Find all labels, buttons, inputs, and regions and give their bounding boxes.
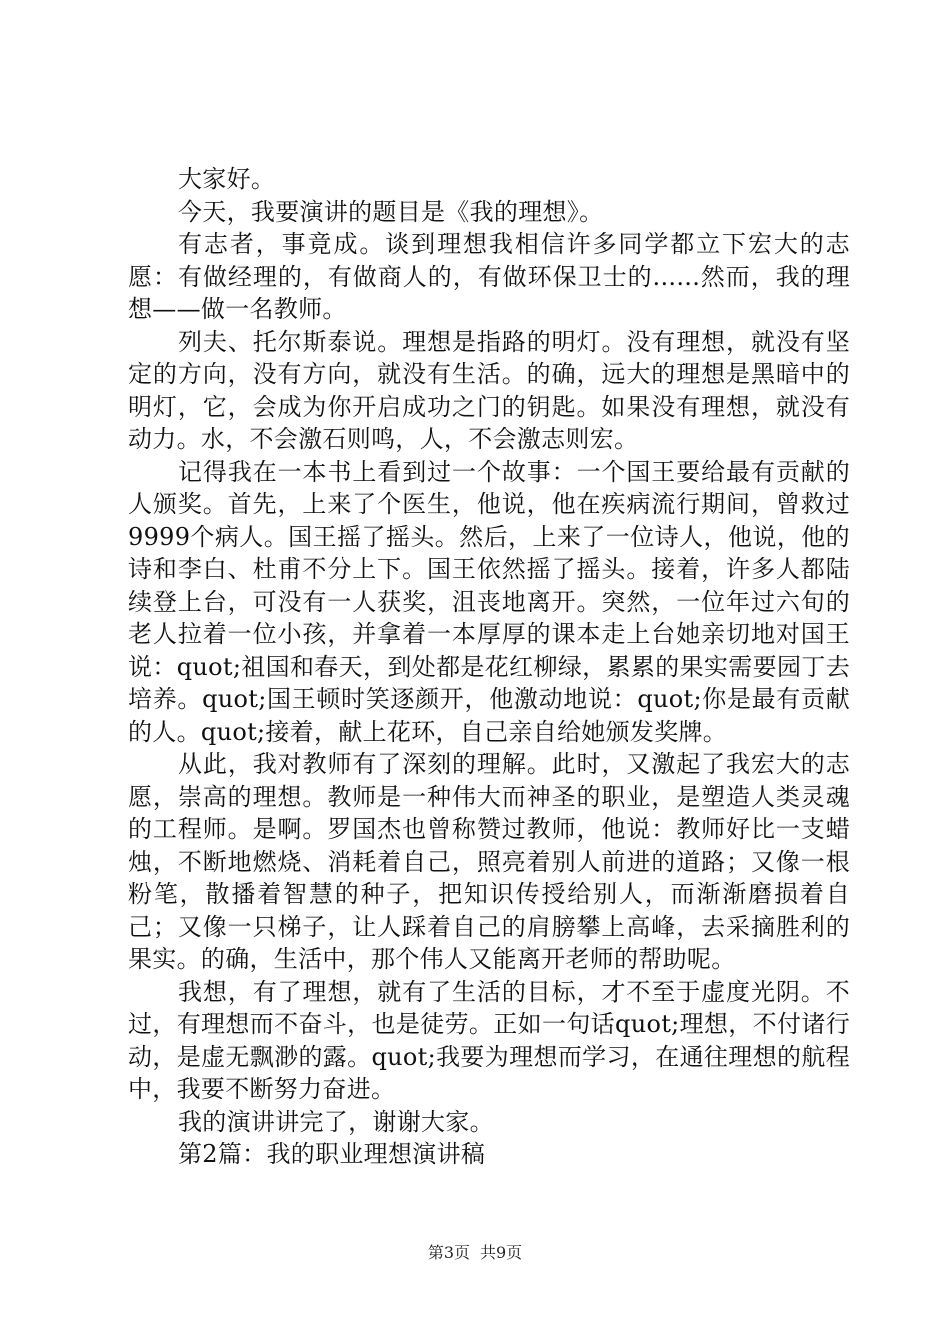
section-heading-part-2: 第2篇：我的职业理想演讲稿 <box>178 1140 486 1168</box>
paragraph-teacher-praise: 从此，我对教师有了深刻的理解。此时，又激起了我宏大的志愿，崇高的理想。教师是一种伟大而神圣的职业，是塑造人类灵魂的工程师。是啊。罗国杰也曾称赞过教师，他说：教师好比一支蜡烛，不断地燃烧、消耗着自己，照亮着别人前进的道路；又像一根粉笔，散播着智慧的种子，把知识传授给别人，而渐渐磨损着自己；又像一只梯子，让人踩着自己的肩膀攀上高峰，去采摘胜利的果实。的确，生活中，那个伟人又能离开老师的帮助呢。 <box>128 750 850 973</box>
paragraph-closing: 我的演讲讲完了，谢谢大家。 <box>178 1107 494 1136</box>
page-footer <box>0 1243 950 1263</box>
page-total: 共9页 <box>480 1243 523 1262</box>
page-number: 第3页 <box>427 1243 470 1262</box>
paragraph-tolstoy-quote: 列夫、托尔斯泰说。理想是指路的明灯。没有理想，就没有坚定的方向，没有方向，就没有生活。的确，远大的理想是黑暗中的明灯，它，会成为你开启成功之门的钥匙。如果没有理想，就没有动力。水，不会激石则鸣，人，不会激志则宏。 <box>128 327 850 453</box>
document-body <box>128 163 850 1171</box>
paragraph-topic: 今天，我要演讲的题目是《我的理想》。 <box>178 197 604 226</box>
paragraph-greeting: 大家好。 <box>178 165 276 193</box>
paragraph-king-story: 记得我在一本书上看到过一个故事：一个国王要给最有贡献的人颁奖。首先，上来了个医生，他说，他在疾病流行期间，曾救过9999个病人。国王摇了摇头。然后，上来了一位诗人，他说，他的诗和李白、杜甫不分上下。国王依然摇了摇头。接着，许多人都陆续登上台，可没有一人获奖，沮丧地离开。突然，一位年过六旬的老人拉着一位小孩，并拿着一本厚厚的课本走上台她亲切地对国王说：quot;祖国和春天，到处都是花红柳绿，累累的果实需要园丁去培养。quot;国王顿时笑逐颜开，他激动地说：quot;你是最有贡献的人。quot;接着，献上花环，自己亲自给她颁发奖牌。 <box>128 457 850 746</box>
paragraph-conclusion: 我想，有了理想，就有了生活的目标，才不至于虚度光阴。不过，有理想而不奋斗，也是徒劳。正如一句话quot;理想，不付诸行动，是虚无飘渺的露。quot;我要为理想而学习，在通往理想的航程中，我要不断努力奋进。 <box>128 977 850 1103</box>
paragraph-ambition: 有志者，事竟成。谈到理想我相信许多同学都立下宏大的志愿：有做经理的，有做商人的，有做环保卫士的......然而，我的理想——做一名教师。 <box>128 230 850 323</box>
